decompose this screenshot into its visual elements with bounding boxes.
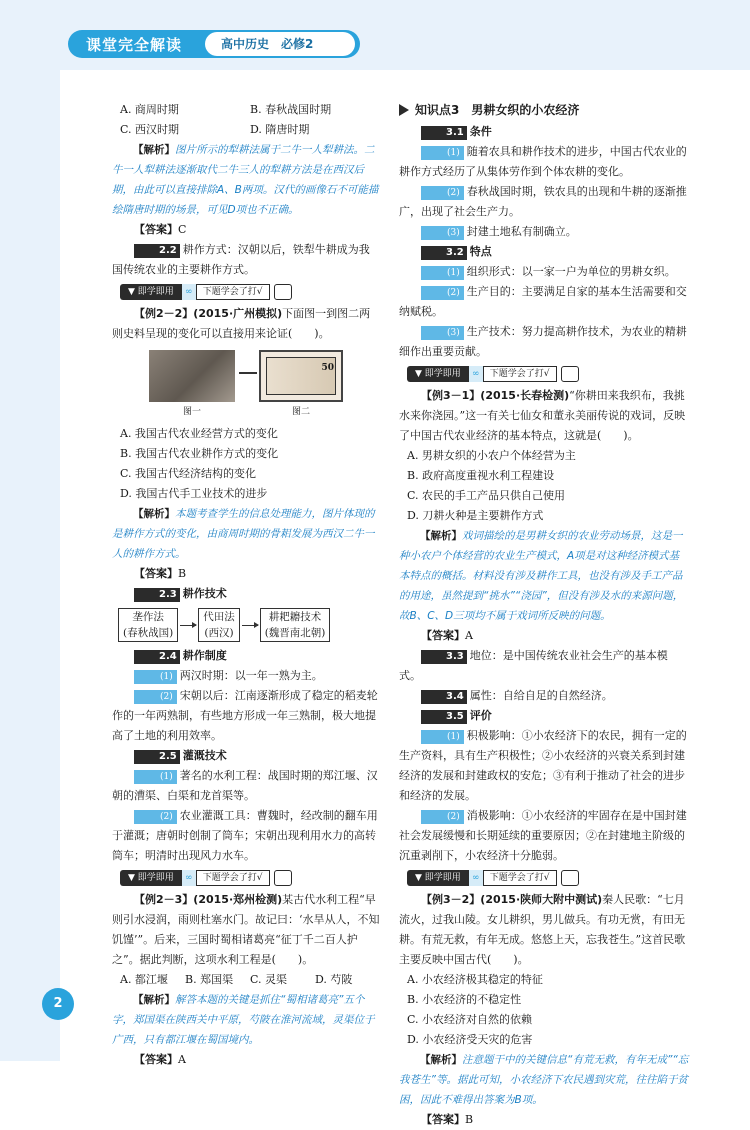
item-number: (1) [421,266,464,280]
item-number: (3) [421,226,464,240]
section-2-4 [112,646,380,666]
answer-block [399,1110,689,1130]
item-number: (2) [421,186,464,200]
section-3-4 [399,686,689,706]
section-tag: 3.3 [421,650,467,664]
study-now-label: ▼ 即学即用 [120,870,182,886]
list-item [112,666,380,686]
section-title: 条件 [469,125,492,138]
analysis-label: 【解析】 [420,1054,462,1066]
answer-value: C [178,223,187,236]
item-number: (2) [421,810,464,824]
figure-row [112,350,380,422]
item-text: 两汉时期：以一年一熟为主。 [179,669,323,682]
learned-label: 下题学会了打√ [483,366,557,382]
left-column [112,100,380,1070]
example-3-2 [399,890,689,970]
subject-title: 高中历史 必修2 [205,32,355,56]
section-text: 属性：自给自足的自然经济。 [469,689,613,702]
section-tag: 3.1 [421,126,467,140]
answer-label: 【答案】 [134,567,178,580]
item-text: 随着农具和耕作技术的进步，中国古代农业的耕作方式经历了从集体劳作到个体农耕的变化。 [399,145,687,178]
option-d: D. 刀耕火种是主要耕作方式 [407,509,544,522]
item-text: 著名的水利工程：战国时期的郑江堰、汉朝的漕渠、白渠和龙首渠等。 [112,769,378,802]
section-2-5 [112,746,380,766]
answer-block [112,564,380,584]
example-2-2 [112,304,380,344]
study-now-label: ▼ 即学即用 [407,870,469,886]
flow-step [118,608,178,642]
figure-caption: 图一 [182,407,201,417]
analysis-block [112,504,380,564]
example-text: “你耕田来我织布，我挑水来你浇园。”这一有关七仙女和董永美丽传说的戏词，反映了中国古代农业经济的基本特点，这就是( )。 [399,389,686,442]
item-number: (2) [134,690,177,704]
option-b: B. 小农经济的不稳定性 [407,993,522,1006]
option-b: B. 郑国渠 [185,973,234,986]
item-text: 封建土地私有制确立。 [466,225,577,238]
answer-label: 【答案】 [421,1113,465,1126]
analysis-label: 【解析】 [133,144,175,156]
list-item [399,182,689,222]
item-number: (1) [421,146,464,160]
answer-label: 【答案】 [421,629,465,642]
options-row [112,100,380,120]
options-row [112,120,380,140]
arrow-icon [180,625,196,626]
section-tag: 2.2 [134,244,180,258]
arrow-icon [242,625,258,626]
answer-label: 【答案】 [134,223,178,236]
option-a: A. 我国古代农业经营方式的变化 [120,427,278,440]
example-label: 【例2－2】(2015·广州模拟) [134,307,283,320]
link-icon: ∞ [182,870,196,886]
learned-label: 下题学会了打√ [196,284,270,300]
option-c: C. 小农经济对自然的依赖 [407,1013,533,1026]
section-title: 耕作制度 [182,649,227,662]
analysis-label: 【解析】 [133,994,175,1006]
study-bar [407,869,689,887]
example-text: 下面图一到图二两则史料呈现的变化可以直接用来论证( )。 [112,307,371,340]
option-d: D. 小农经济受天灾的危害 [407,1033,533,1046]
arrow-icon [239,372,257,374]
page-number: 2 [42,988,74,1020]
item-text: 消极影响：①小农经济的牢固存在是中国封建社会发展缓慢和长期延续的重要原因；②在封建地主阶级的沉重剥削下，小农经济十分脆弱。 [399,809,687,862]
option-d: D. 芍陂 [315,973,353,986]
analysis-text: 戏词描绘的是男耕女织的农业劳动场景，这是一种小农户个体经营的农业生产模式，A项是对这种经济模式基本特点的概括。材料没有涉及耕作工具，也没有涉及手工产品的用途，虽然提到“挑水”“浇园”，但没有涉及水的来源问题，故B、C、D三项均不属于戏词所反映的问题。 [399,530,684,622]
option-b: B. 春秋战国时期 [250,103,332,116]
answer-value: A [465,629,473,642]
answer-block [112,220,380,240]
options-row [112,970,380,990]
section-2-3 [112,584,380,604]
option-c: C. 西汉时期 [120,123,180,136]
section-tag: 2.5 [134,750,180,764]
section-title: 灌溉技术 [182,749,227,762]
section-title: 评价 [469,709,492,722]
item-number: (2) [421,286,464,300]
section-3-3 [399,646,689,686]
list-item [399,222,689,242]
section-2-2 [112,240,380,280]
item-number: (2) [134,810,177,824]
knowledge-point-title [399,100,689,120]
option-d: D. 隋唐时期 [250,123,310,136]
list-item [112,806,380,866]
link-icon: ∞ [182,284,196,300]
option-b: B. 政府高度重视水利工程建设 [407,469,555,482]
study-bar [407,365,689,383]
item-number: (1) [134,670,177,684]
list-item [112,766,380,806]
section-text: 耕作方式：汉朝以后，铁犁牛耕成为我国传统农业的主要耕作方式。 [112,243,370,276]
list-item [399,262,689,282]
answer-value: B [465,1113,474,1126]
check-box[interactable] [274,284,292,300]
farming-flow-diagram [118,608,380,642]
flow-step-period: (西汉) [204,627,234,639]
option-a: A. 商周时期 [120,103,179,116]
series-title: 课堂完全解读 [86,36,183,54]
item-text: 组织形式：以一家一户为单位的男耕女织。 [466,265,676,278]
section-tag: 2.3 [134,588,180,602]
section-tag: 3.2 [421,246,467,260]
example-text: 某古代水利工程“早则引水浸润，雨则杜塞水门。故记曰：‘水旱从人，不知饥馑’”。后来，三国时蜀相诸葛亮“征丁千二百人护之”。据此判断，这项水利工程是( )。 [112,893,380,966]
flow-step-name: 垄作法 [132,611,164,623]
item-text: 积极影响：①小农经济下的农民，拥有一定的生产资料，具有生产积极性；②小农经济的兴衰关系到封建经济的发展和封建政权的安危；③有利于推动了社会的进步和经济的发展。 [399,729,687,802]
flow-step-name: 耕耙耱技术 [268,611,322,623]
section-title: 特点 [469,245,492,258]
check-box[interactable] [561,366,579,382]
example-2-3 [112,890,380,970]
list-item [399,142,689,182]
answer-block [112,1050,380,1070]
stamp-image [259,350,343,402]
analysis-text: 图片所示的犁耕法属于二牛一人犁耕法。二牛一人犁耕法逐渐取代二牛三人的犁耕方法是在西汉后期，由此可以直接排除A、B两项。汉代的画像石不可能描绘隋唐时期的场景，可见D项也不正确。 [112,144,379,216]
section-title: 耕作技术 [182,587,227,600]
section-3-5 [399,706,689,726]
play-icon [399,104,409,116]
figure-2 [259,350,343,422]
page-sidebar [0,0,60,1061]
example-text: 秦人民歌：“七月流火，过我山陵。女儿耕织，男儿做兵。有功无赏，有田无耕。有荒无救，有年无成。悠悠上天，忘我苍生。”这首民歌主要反映中国古代( )。 [399,893,686,966]
item-number: (1) [134,770,177,784]
study-bar [120,283,380,301]
answer-value: A [178,1053,186,1066]
section-tag: 3.5 [421,710,467,724]
option-c: C. 灵渠 [250,973,288,986]
analysis-text: 本题考查学生的信息处理能力，图片体现的是耕作方式的变化，由商周时期的骨耜发展为西汉二牛一人的耕作方式。 [112,508,375,560]
item-text: 生产目的：主要满足自家的基本生活需要和交纳赋税。 [399,285,687,318]
option-d: D. 我国古代手工业技术的进步 [120,487,268,500]
check-box[interactable] [561,870,579,886]
figure-caption: 图二 [291,407,310,417]
learned-label: 下题学会了打√ [483,870,557,886]
section-text: 地位：是中国传统农业社会生产的基本模式。 [399,649,668,682]
analysis-text: 注意题干中的关键信息“有荒无救，有年无成”“忘我苍生”等。据此可知，小农经济下农民遇到灾荒，往往陷于贫困，因此不难得出答案为B项。 [399,1054,689,1106]
item-text: 农业灌溉工具：曹魏时，经改制的翻车用于灌溉；唐朝时创制了筒车；宋朝出现利用水力的高转筒车；明清时出现风力水车。 [112,809,378,862]
list-item [399,726,689,806]
analysis-block [399,526,689,626]
link-icon: ∞ [469,366,483,382]
analysis-label: 【解析】 [420,530,462,542]
item-text: 宋朝以后：江南逐渐形成了稳定的稻麦轮作的一年两熟制，有些地方形成一年三熟制，极大地提高了土地的利用效率。 [112,689,378,742]
option-a: A. 小农经济极其稳定的特征 [407,973,543,986]
example-label: 【例3－1】(2015·长春检测) [421,389,570,402]
item-number: (3) [421,326,464,340]
flow-step-name: 代田法 [203,611,235,623]
option-c: C. 农民的手工产品只供自己使用 [407,489,566,502]
list-item [399,806,689,866]
analysis-block [112,140,380,220]
option-c: C. 我国古代经济结构的变化 [120,467,257,480]
example-label: 【例3－2】(2015·陕师大附中测试) [421,893,603,906]
flow-step-period: (魏晋南北朝) [264,627,326,639]
learned-label: 下题学会了打√ [196,870,270,886]
link-icon: ∞ [469,870,483,886]
bone-plough-photo [149,350,235,402]
right-column [399,100,689,1130]
section-tag: 2.4 [134,650,180,664]
example-label: 【例2－3】(2015·郑州检测) [134,893,283,906]
flow-step [260,608,331,642]
answer-label: 【答案】 [134,1053,178,1066]
flow-step [198,608,240,642]
list-item [399,322,689,362]
analysis-block [399,1050,689,1110]
item-text: 春秋战国时期，铁农具的出现和牛耕的逐渐推广，出现了社会生产力。 [399,185,687,218]
study-bar [120,869,380,887]
study-now-label: ▼ 即学即用 [407,366,469,382]
stamp-value: 50 [321,363,334,373]
answer-block [399,626,689,646]
knowledge-point-text: 知识点3 男耕女织的小农经济 [415,103,580,117]
analysis-block [112,990,380,1050]
example-3-1 [399,386,689,446]
list-item [112,686,380,746]
option-a: A. 都江堰 [120,973,168,986]
section-3-1 [399,122,689,142]
study-now-label: ▼ 即学即用 [120,284,182,300]
analysis-label: 【解析】 [133,508,175,520]
item-number: (1) [421,730,464,744]
section-tag: 3.4 [421,690,467,704]
option-b: B. 我国古代农业耕作方式的变化 [120,447,279,460]
analysis-text: 解答本题的关键是抓住“蜀相诸葛亮”五个字，郑国渠在陕西关中平原，芍陂在淮河流域，灵渠位于广西，只有都江堰在蜀国境内。 [112,994,375,1046]
figure-1 [149,350,235,422]
flow-step-period: (春秋战国) [123,627,174,639]
list-item [399,282,689,322]
answer-value: B [178,567,187,580]
section-3-2 [399,242,689,262]
check-box[interactable] [274,870,292,886]
option-a: A. 男耕女织的小农户个体经营为主 [407,449,576,462]
item-text: 生产技术：努力提高耕作技术，为农业的精耕细作出重要贡献。 [399,325,687,358]
